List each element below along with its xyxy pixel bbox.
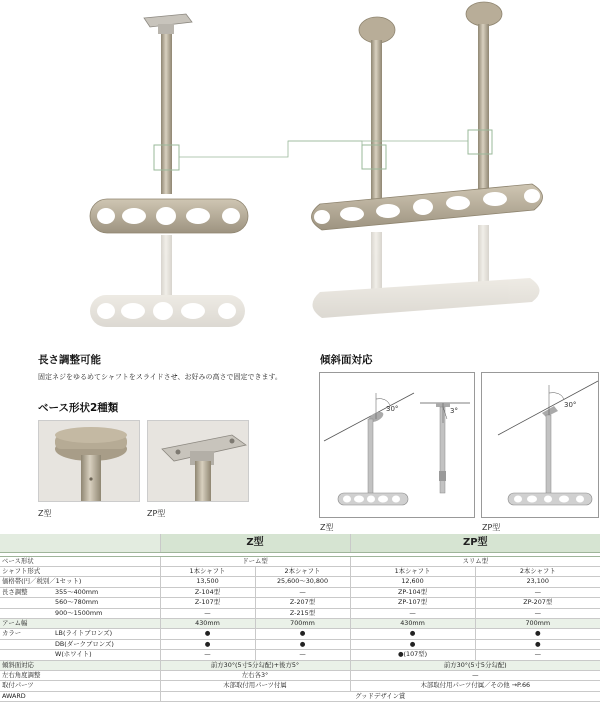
table-row: AWARD グッドデザイン賞 bbox=[0, 691, 600, 701]
table-row: 傾斜面対応 前方30°(5寸5分勾配)+後方5° 前方30°(5寸5分勾配) bbox=[0, 660, 600, 670]
table-row: アーム幅 430mm 700mm 430mm 700mm bbox=[0, 618, 600, 628]
table-row: DB(ダークブロンズ) ● ● ● ● bbox=[0, 639, 600, 649]
spec-header-corner bbox=[0, 534, 160, 552]
base-caption-z: Z型 bbox=[38, 509, 52, 518]
table-row: カラー LB(ライトブロンズ) ● ● ● ● bbox=[0, 629, 600, 639]
slope-angle-z1: 30° bbox=[386, 405, 399, 413]
base-title: ベース形状2種類 bbox=[38, 402, 119, 414]
length-description: 固定ネジをゆるめてシャフトをスライドさせ、お好みの高さで固定できます。 bbox=[38, 373, 282, 381]
slope-diagram-z bbox=[319, 372, 475, 518]
table-row: 560〜780mm Z-107型 Z-207型 ZP-107型 ZP-207型 bbox=[0, 598, 600, 608]
spec-header-zp: ZP型 bbox=[350, 534, 600, 552]
table-row: ベース形状 ドーム型 スリム型 bbox=[0, 556, 600, 566]
slope-diagram-zp bbox=[481, 372, 599, 518]
table-row: 長さ調整 355〜400mm Z-104型 — ZP-104型 — bbox=[0, 587, 600, 597]
spec-header-z: Z型 bbox=[160, 534, 350, 552]
slope-angle-z2: 3° bbox=[450, 407, 458, 415]
table-row: 900〜1500mm — Z-215型 — — bbox=[0, 608, 600, 618]
length-title: 長さ調整可能 bbox=[38, 354, 101, 366]
table-row: W(ホワイト) — — ●(107型) — bbox=[0, 650, 600, 660]
table-row: 価格帯(円／税別／1セット) 13,500 25,600〜30,800 12,600 23,100 bbox=[0, 577, 600, 587]
slope-caption-z: Z型 bbox=[320, 523, 334, 532]
base-caption-zp: ZP型 bbox=[147, 509, 166, 518]
product-illustration bbox=[0, 0, 600, 345]
slope-angle-zp: 30° bbox=[564, 401, 577, 409]
table-row: シャフト形式 1本シャフト 2本シャフト 1本シャフト 2本シャフト bbox=[0, 566, 600, 576]
spec-table bbox=[0, 534, 600, 702]
hanger-left bbox=[90, 14, 248, 327]
slope-caption-zp: ZP型 bbox=[482, 523, 501, 532]
hanger-right-pair bbox=[179, 2, 543, 318]
table-row: 取付パーツ 木部取付用パーツ付属 木部取付用パーツ付属／その他 →P.66 bbox=[0, 681, 600, 691]
spec-header-row bbox=[0, 534, 600, 552]
base-photo-zp bbox=[147, 420, 249, 502]
table-row: 左右角度調整 左右各3° — bbox=[0, 670, 600, 680]
base-photo-z bbox=[38, 420, 140, 502]
slope-title: 傾斜面対応 bbox=[320, 354, 373, 366]
